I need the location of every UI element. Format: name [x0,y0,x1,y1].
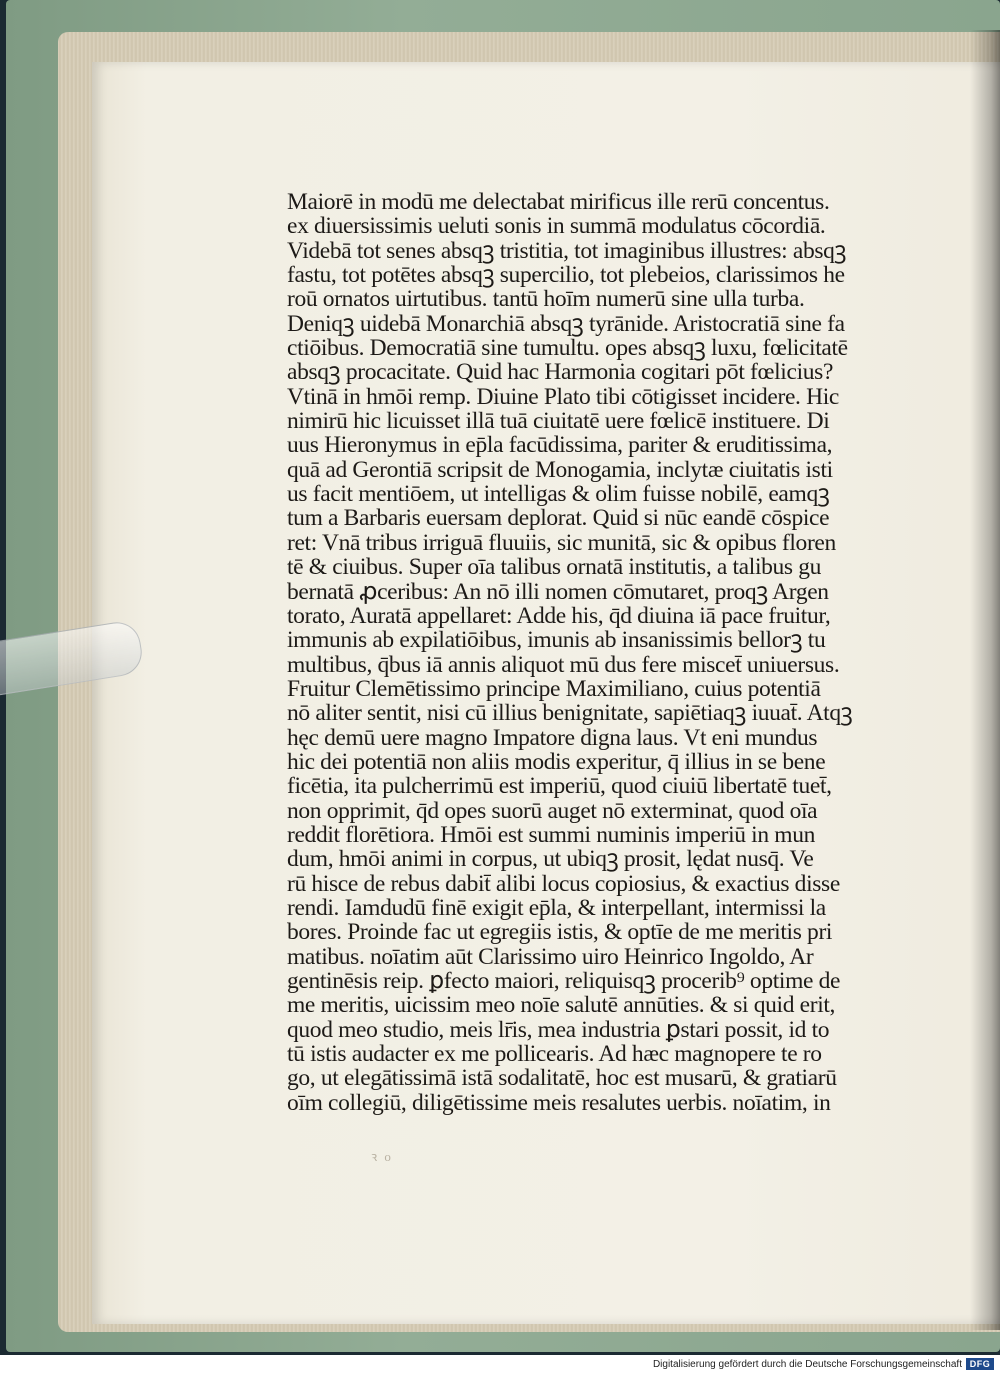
text-line: ctiōibus. Democratiā sine tumultu. opes absqꝫ luxu, fœlicitatē [287,335,848,362]
text-line: nimirū hic licuisset illā tuā ciuitatē uere fœlicē instituere. Di [287,408,830,435]
text-line: me meritis, uicissim meo noīe salutē annūties. & si quid erit, [287,992,836,1019]
text-line: quā ad Gerontiā scripsit de Monogamia, inclytæ ciuitatis isti [287,456,833,483]
body-text [287,190,887,1115]
text-line: dum, hmōi animi in corpus, ut ubiqꝫ prosit, lędat nusq̄. Ve [287,846,814,873]
text-line: reddit florētiora. Hmōi est summi numinis imperiū in mun [287,821,816,848]
text-line: quod meo studio, meis lr̄is, mea industria ꝑstari possit, id to [287,1016,830,1043]
text-line: rendi. Iamdudū finē exigit ep̄la, & interpellant, intermissi la [287,894,826,921]
text-line: Videbā tot senes absqꝫ tristitia, tot imaginibus illustres: absqꝫ [287,237,847,264]
page-gutter-shadow [970,30,1000,1330]
text-line: hęc demū uere magno Impatore digna laus. Vt eni mundus [287,724,818,751]
digitization-credit: Digitalisierung gefördert durch die Deutsche Forschungsgemeinschaft [652,1359,962,1370]
text-line: immunis ab expilatiōibus, imunis ab insanissimis bellorꝫ tu [287,627,826,654]
text-line: gentinēsis reip. ꝑfecto maiori, reliquisqꝫ procerib⁹ optime de [287,968,841,994]
text-line: uus Hieronymus in ep̄la facūdissima, pariter & eruditissima, [287,432,833,459]
text-line: Deniqꝫ uidebā Monarchiā absqꝫ tyrānide. Aristocratiā sine fa [287,310,845,337]
text-line: nō aliter sentit, nisi cū illius benignitate, sapiētiaqꝫ iuuat̄. Atqꝫ [287,700,853,727]
text-line: Vtinā in hmōi remp. Diuine Plato tibi cōtigisset incidere. Hic [287,383,839,410]
text-line: hic dei potentiā non aliis modis experitur, q̄ illius in se bene [287,748,826,775]
text-line: Maiorē in modū me delectabat mirificus ille rerū concentus. [287,189,830,215]
text-line: us facit mentiōem, ut intelligas & olim fuisse nobilē, eamqꝫ [287,481,830,508]
text-line: Fruitur Clemētissimo principe Maximiliano, cuius potentiā [287,675,821,702]
text-line: oīm collegiū, diligētissime meis resalutes uerbis. noīatim, in [287,1089,831,1116]
text-line: absqꝫ procacitate. Quid hac Harmonia cogitari pōt fœlicius? [287,359,834,386]
text-line: tum a Barbaris euersam deplorat. Quid si nūc eandē cōspice [287,505,830,532]
text-line: bores. Proinde fac ut egregiis istis, & optīe de me meritis pri [287,919,833,946]
text-line: tē & ciuibus. Super oīa talibus ornatā institutis, a talibus gu [287,554,822,581]
text-line: torato, Auratā appellaret: Adde his, q̄d diuina iā pace fruitur, [287,602,831,629]
text-line: go, ut elegātissimā istā sodalitatē, hoc est musarū, & gratiarū [287,1065,837,1092]
text-line: matibus. noīatim aūt Clarissimo uiro Heinrico Ingoldo, Ar [287,943,814,970]
page-mark: ꝛ o [371,1149,393,1164]
text-line: ex diuersissimis ueluti sonis in summā modulatus cōcordiā. [287,213,826,240]
text-line: bernatā ꝓceribus: An nō illi nomen cōmutaret, proqꝫ Argen [287,578,829,605]
text-line: ret: Vnā tribus irriguā fluuiis, sic munitā, sic & opibus floren [287,529,836,556]
text-line: fastu, tot potētes absqꝫ supercilio, tot plebeios, clarissimos he [287,262,845,289]
text-line: roū ornatos uirtutibus. tantū hoīm numerū sine ulla turba. [287,286,805,313]
text-line: non opprimit, q̄d opes suorū auget nō exterminat, quod oīa [287,797,818,824]
text-line: tū istis audacter ex me pollicearis. Ad hæc magnopere te ro [287,1041,822,1068]
text-line: ficētia, ita pulcherrimū est imperiū, quod ciuiū libertatē tuet̄, [287,773,832,800]
dfg-logo: DFG [966,1358,994,1370]
text-line: rū hisce de rebus dabit̄ alibi locus copiosius, & exactius disse [287,870,840,897]
text-line: multibus, q̄bus iā annis aliquot mū dus fere miscet̄ uniuersus. [287,651,840,678]
